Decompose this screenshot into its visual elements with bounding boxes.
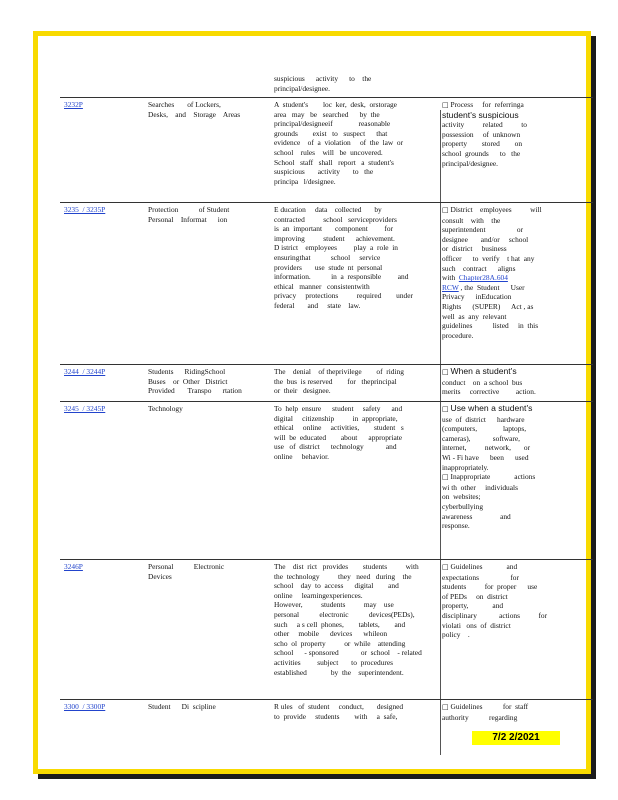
- policy-link[interactable]: 3244 / 3244P: [64, 367, 106, 376]
- procedure-cell: □ Guidelines and expectations for students for proper use of PEDs on district property, and disciplinary actions for violati ons of district policy .: [442, 562, 548, 640]
- procedure-cell: □ Process for referringa student's suspicious activity related to possession of unknown property stored on school grounds to the principal/designee.: [442, 100, 527, 168]
- date-label: 7/2 2/2021: [472, 731, 560, 745]
- policy-table: [60, 72, 593, 726]
- procedure-cell: □ District employees will consult with the superintendent or designee and/or school or district business officer to verify t hat any such contract aligns with Chapter28A.604 RCW , the Student User Privacy inEducation Rights (SUPER) Act , as well as any relevant guidelines listed in this procedure.: [442, 205, 542, 340]
- description-cell: R ules of student conduct, designed to provide students with a safe,: [274, 702, 404, 721]
- policy-link[interactable]: 3300 / 3300P: [64, 702, 106, 711]
- table-row: [60, 560, 593, 700]
- table-row: [60, 365, 593, 402]
- policy-title: Personal Electronic Devices: [148, 562, 225, 581]
- policy-link[interactable]: 3232P: [64, 100, 83, 109]
- bullet-icon: □: [442, 206, 449, 214]
- policy-title: Student Di scipline: [148, 702, 216, 711]
- procedure-cell: □ Guidelines for staff authority regarding: [442, 702, 529, 722]
- procedure-cell: □ When a student's conduct on a school bus merits corrective action.: [442, 366, 536, 397]
- description-cell: suspicious activity to the principal/designee.: [274, 74, 372, 93]
- bullet-icon: □: [442, 405, 449, 413]
- rcw-link-suffix[interactable]: RCW: [442, 282, 459, 292]
- table-row: [60, 402, 593, 560]
- policy-link[interactable]: 3235 / 3235P: [64, 205, 106, 214]
- table-row: [60, 98, 593, 203]
- table-row: [60, 72, 593, 98]
- description-cell: E ducation data collected by contracted school serviceproviders is an important component for improving student achievement. D istrict employees play a role in ensuringthat school service providers use stude nt personal information. in a responsible and ethical manner consistentwith privacy protections required under federal and state law.: [274, 205, 413, 310]
- description-cell: The denial of theprivilege of riding the bus is reserved for theprincipal or their designee.: [274, 367, 404, 396]
- procedure-cell: □ Use when a student's use of district hardware (computers, laptops, cameras), software, internet, network, or Wi - Fi have been used inappropriately. □ Inappropriate actions wi th other individuals on websites; cyberbullying awareness and response.: [442, 403, 536, 531]
- description-cell: The dist rict provides students with the technology they need during the school day to access digital and online learningexperiences. However, students may use personal electronic devices(PEDs), such a s cell phones, tablets, and other mobile devices whileon scho ol property or while attending school - sponsored or school - related activities subject to procedures established by the superintendent.: [274, 562, 422, 677]
- policy-title: Students RidingSchool Buses or Other District Provided Transpo rtation: [148, 367, 242, 396]
- policy-link[interactable]: 3246P: [64, 562, 83, 571]
- policy-title: Technology: [148, 404, 183, 413]
- policy-title: Protection of Student Personal Informat ion: [148, 205, 230, 224]
- table-row: [60, 700, 593, 726]
- bullet-icon: □: [442, 703, 449, 711]
- rcw-link[interactable]: Chapter28A.604: [458, 273, 508, 283]
- bullet-icon: □: [442, 473, 449, 482]
- description-cell: To help ensure student safety and digital citizenship in appropriate, ethical online activities, student s will be educated about appropriate use of district technology and online behavior.: [274, 404, 404, 461]
- bullet-icon: □: [442, 368, 449, 376]
- page-frame: [33, 31, 591, 774]
- policy-title: Searches of Lockers, Desks, and Storage Areas: [148, 100, 241, 119]
- bullet-icon: □: [442, 101, 449, 109]
- policy-link[interactable]: 3245 / 3245P: [64, 404, 106, 413]
- bullet-icon: □: [442, 563, 449, 571]
- description-cell: A student's loc ker, desk, orstorage area may be searched by the principal/designeeif reasonable grounds exist to suspect that evidence of a violation of the law or school rules will be uncovered. School staff shall report a student's suspicious activity to the principa l/designee.: [274, 100, 404, 186]
- table-row: [60, 203, 593, 365]
